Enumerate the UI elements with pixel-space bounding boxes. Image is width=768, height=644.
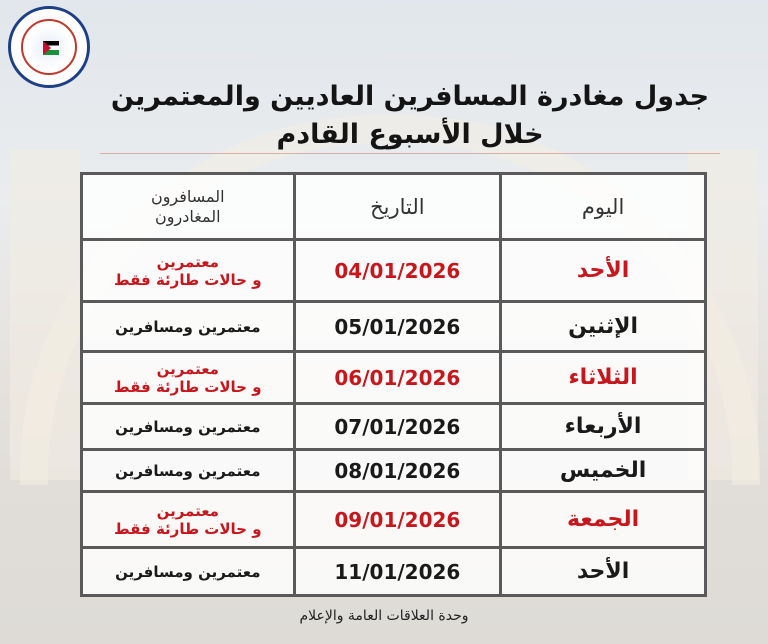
- table-row: [82, 302, 706, 352]
- table-row: [82, 548, 706, 596]
- row-day: الأحد: [501, 548, 706, 596]
- row-passengers: [82, 450, 295, 492]
- row-passengers-line1: معتمرين: [156, 501, 219, 520]
- logo-seal-ring: [21, 19, 77, 75]
- row-passengers-line1: معتمرين ومسافرين: [115, 317, 261, 336]
- row-passengers: [82, 492, 295, 548]
- row-day: الثلاثاء: [501, 352, 706, 404]
- row-day: الأربعاء: [501, 404, 706, 450]
- authority-logo-icon: [8, 6, 90, 88]
- departure-schedule-table: [80, 172, 707, 597]
- row-passengers: [82, 404, 295, 450]
- header-passengers-line1: المسافرون: [150, 187, 225, 207]
- table-row: [82, 450, 706, 492]
- row-day: الخميس: [501, 450, 706, 492]
- table-row: [82, 240, 706, 302]
- row-day: الأحد: [501, 240, 706, 302]
- header-day: اليوم: [501, 174, 706, 240]
- row-passengers: [82, 352, 295, 404]
- row-passengers-line1: معتمرين: [156, 359, 219, 378]
- row-passengers-line2: و حالات طارئة فقط: [114, 377, 262, 396]
- row-day: الجمعة: [501, 492, 706, 548]
- table-row: [82, 492, 706, 548]
- row-date: 04/01/2026: [294, 240, 501, 302]
- header-passengers: [82, 174, 295, 240]
- row-passengers-line1: معتمرين ومسافرين: [115, 562, 261, 581]
- row-passengers-line1: معتمرين ومسافرين: [115, 417, 261, 436]
- row-date: 09/01/2026: [294, 492, 501, 548]
- title-divider: [100, 153, 720, 154]
- header-passengers-line2: المغادرون: [155, 206, 221, 226]
- page-subtitle: خلال الأسبوع القادم: [276, 119, 544, 150]
- row-date: 05/01/2026: [294, 302, 501, 352]
- page-title: جدول مغادرة المسافرين العاديين والمعتمرين: [110, 81, 710, 112]
- table-header-row: [82, 174, 706, 240]
- row-passengers: [82, 302, 295, 352]
- row-date: 06/01/2026: [294, 352, 501, 404]
- row-passengers: [82, 240, 295, 302]
- row-passengers-line2: و حالات طارئة فقط: [114, 519, 262, 538]
- row-date: 08/01/2026: [294, 450, 501, 492]
- table-row: [82, 404, 706, 450]
- row-passengers-line1: معتمرين: [156, 252, 219, 271]
- row-day: الإثنين: [501, 302, 706, 352]
- row-passengers-line2: و حالات طارئة فقط: [114, 270, 262, 289]
- header-date: التاريخ: [294, 174, 501, 240]
- row-passengers: [82, 548, 295, 596]
- row-passengers-line1: معتمرين ومسافرين: [115, 461, 261, 480]
- row-date: 07/01/2026: [294, 404, 501, 450]
- logo-flag-triangle: [43, 41, 51, 55]
- footer-department: وحدة العلاقات العامة والإعلام: [299, 608, 469, 624]
- table-row: [82, 352, 706, 404]
- row-date: 11/01/2026: [294, 548, 501, 596]
